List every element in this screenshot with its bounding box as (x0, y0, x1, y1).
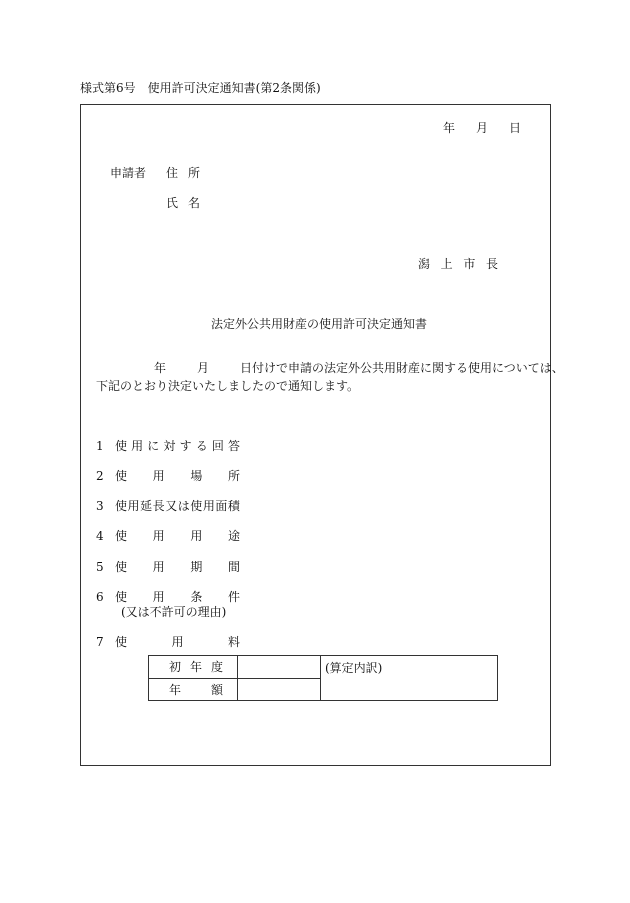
body-line-1 (154, 361, 564, 375)
address-label (166, 167, 200, 179)
label-char: に (147, 439, 160, 453)
issuer-char: 潟 (418, 257, 431, 271)
item-label-fee (115, 636, 240, 648)
item-number: 2 (96, 469, 104, 483)
name-char: 氏 (166, 196, 179, 210)
body-line-2: 下記のとおり決定いたしましたので通知します。 (96, 379, 360, 393)
item-number: 4 (96, 529, 104, 543)
calculation-breakdown-label: (算定内訳) (325, 661, 383, 675)
name-char: 名 (187, 196, 200, 210)
fee-row-first-year (149, 656, 498, 679)
label-char: 積 (227, 499, 240, 513)
label-char: 用 (152, 560, 165, 574)
date-month: 月 (475, 121, 488, 135)
label-char: 面 (215, 499, 228, 513)
date-line (443, 122, 521, 134)
label-char: 料 (227, 635, 240, 649)
item-number: 5 (96, 560, 104, 574)
label-char: 用 (190, 529, 203, 543)
item-number: 3 (96, 499, 104, 513)
item-number: 7 (96, 635, 104, 649)
label-char: 場 (190, 469, 203, 483)
label-char: 長 (152, 499, 165, 513)
label-char: す (179, 439, 192, 453)
label-char: 途 (227, 529, 240, 543)
item-label-period (115, 561, 240, 573)
label-char: 期 (190, 560, 203, 574)
label-char: 年 (169, 682, 182, 697)
form-number-label: 様式第6号 使用許可決定通知書(第2条関係) (80, 81, 321, 95)
first-year-label (149, 656, 238, 679)
label-char: 間 (227, 560, 240, 574)
body-year: 年 (154, 361, 167, 375)
item-number: 6 (96, 590, 104, 604)
label-char: る (195, 439, 208, 453)
issuer-mayor (418, 258, 498, 270)
label-char: 用 (152, 590, 165, 604)
fee-table (148, 655, 498, 701)
label-char: 用 (171, 635, 184, 649)
label-char: 用 (152, 469, 165, 483)
item-label-response (115, 440, 240, 452)
label-char: 用 (127, 499, 140, 513)
name-label (166, 197, 200, 209)
label-char: 初 (169, 660, 182, 675)
issuer-char: 上 (440, 257, 453, 271)
label-char: 使 (115, 635, 128, 649)
item-label-extension-area (115, 500, 240, 512)
label-char: 用 (131, 439, 144, 453)
label-char: 延 (140, 499, 153, 513)
date-year: 年 (443, 121, 456, 135)
item-label-conditions (115, 591, 240, 603)
label-char: は (177, 499, 190, 513)
annual-amount-label (149, 678, 238, 701)
label-char: 対 (163, 439, 176, 453)
calculation-breakdown-cell[interactable] (321, 656, 498, 701)
label-char: 使 (115, 499, 128, 513)
issuer-char: 長 (485, 257, 498, 271)
first-year-value[interactable] (238, 656, 321, 679)
label-char: 使 (115, 560, 128, 574)
label-char: 用 (152, 529, 165, 543)
item-sublabel-refusal-reason: (又は不許可の理由) (121, 605, 227, 619)
label-char: 度 (210, 660, 223, 675)
label-char: 使 (115, 439, 128, 453)
label-char: 又 (165, 499, 178, 513)
body-month: 月 (197, 361, 210, 375)
label-char: 年 (189, 660, 202, 675)
label-char: 使 (190, 499, 203, 513)
label-char: 使 (115, 469, 128, 483)
issuer-char: 市 (463, 257, 476, 271)
label-char: 使 (115, 590, 128, 604)
label-char: 答 (227, 439, 240, 453)
label-char: 条 (190, 590, 203, 604)
label-char: 額 (210, 682, 223, 697)
address-char: 住 (166, 166, 179, 180)
label-char: 用 (202, 499, 215, 513)
date-day: 日 (508, 121, 521, 135)
document-title: 法定外公共用財産の使用許可決定通知書 (211, 317, 428, 331)
applicant-label: 申請者 (110, 166, 147, 180)
item-number: 1 (96, 439, 104, 453)
annual-amount-value[interactable] (238, 678, 321, 701)
label-char: 回 (211, 439, 224, 453)
item-label-purpose (115, 530, 240, 542)
label-char: 所 (227, 469, 240, 483)
address-char: 所 (187, 166, 200, 180)
label-char: 件 (227, 590, 240, 604)
label-char: 使 (115, 529, 128, 543)
item-label-location (115, 470, 240, 482)
body-rest: 日付けで申請の法定外公共用財産に関する使用については、 (240, 361, 564, 375)
